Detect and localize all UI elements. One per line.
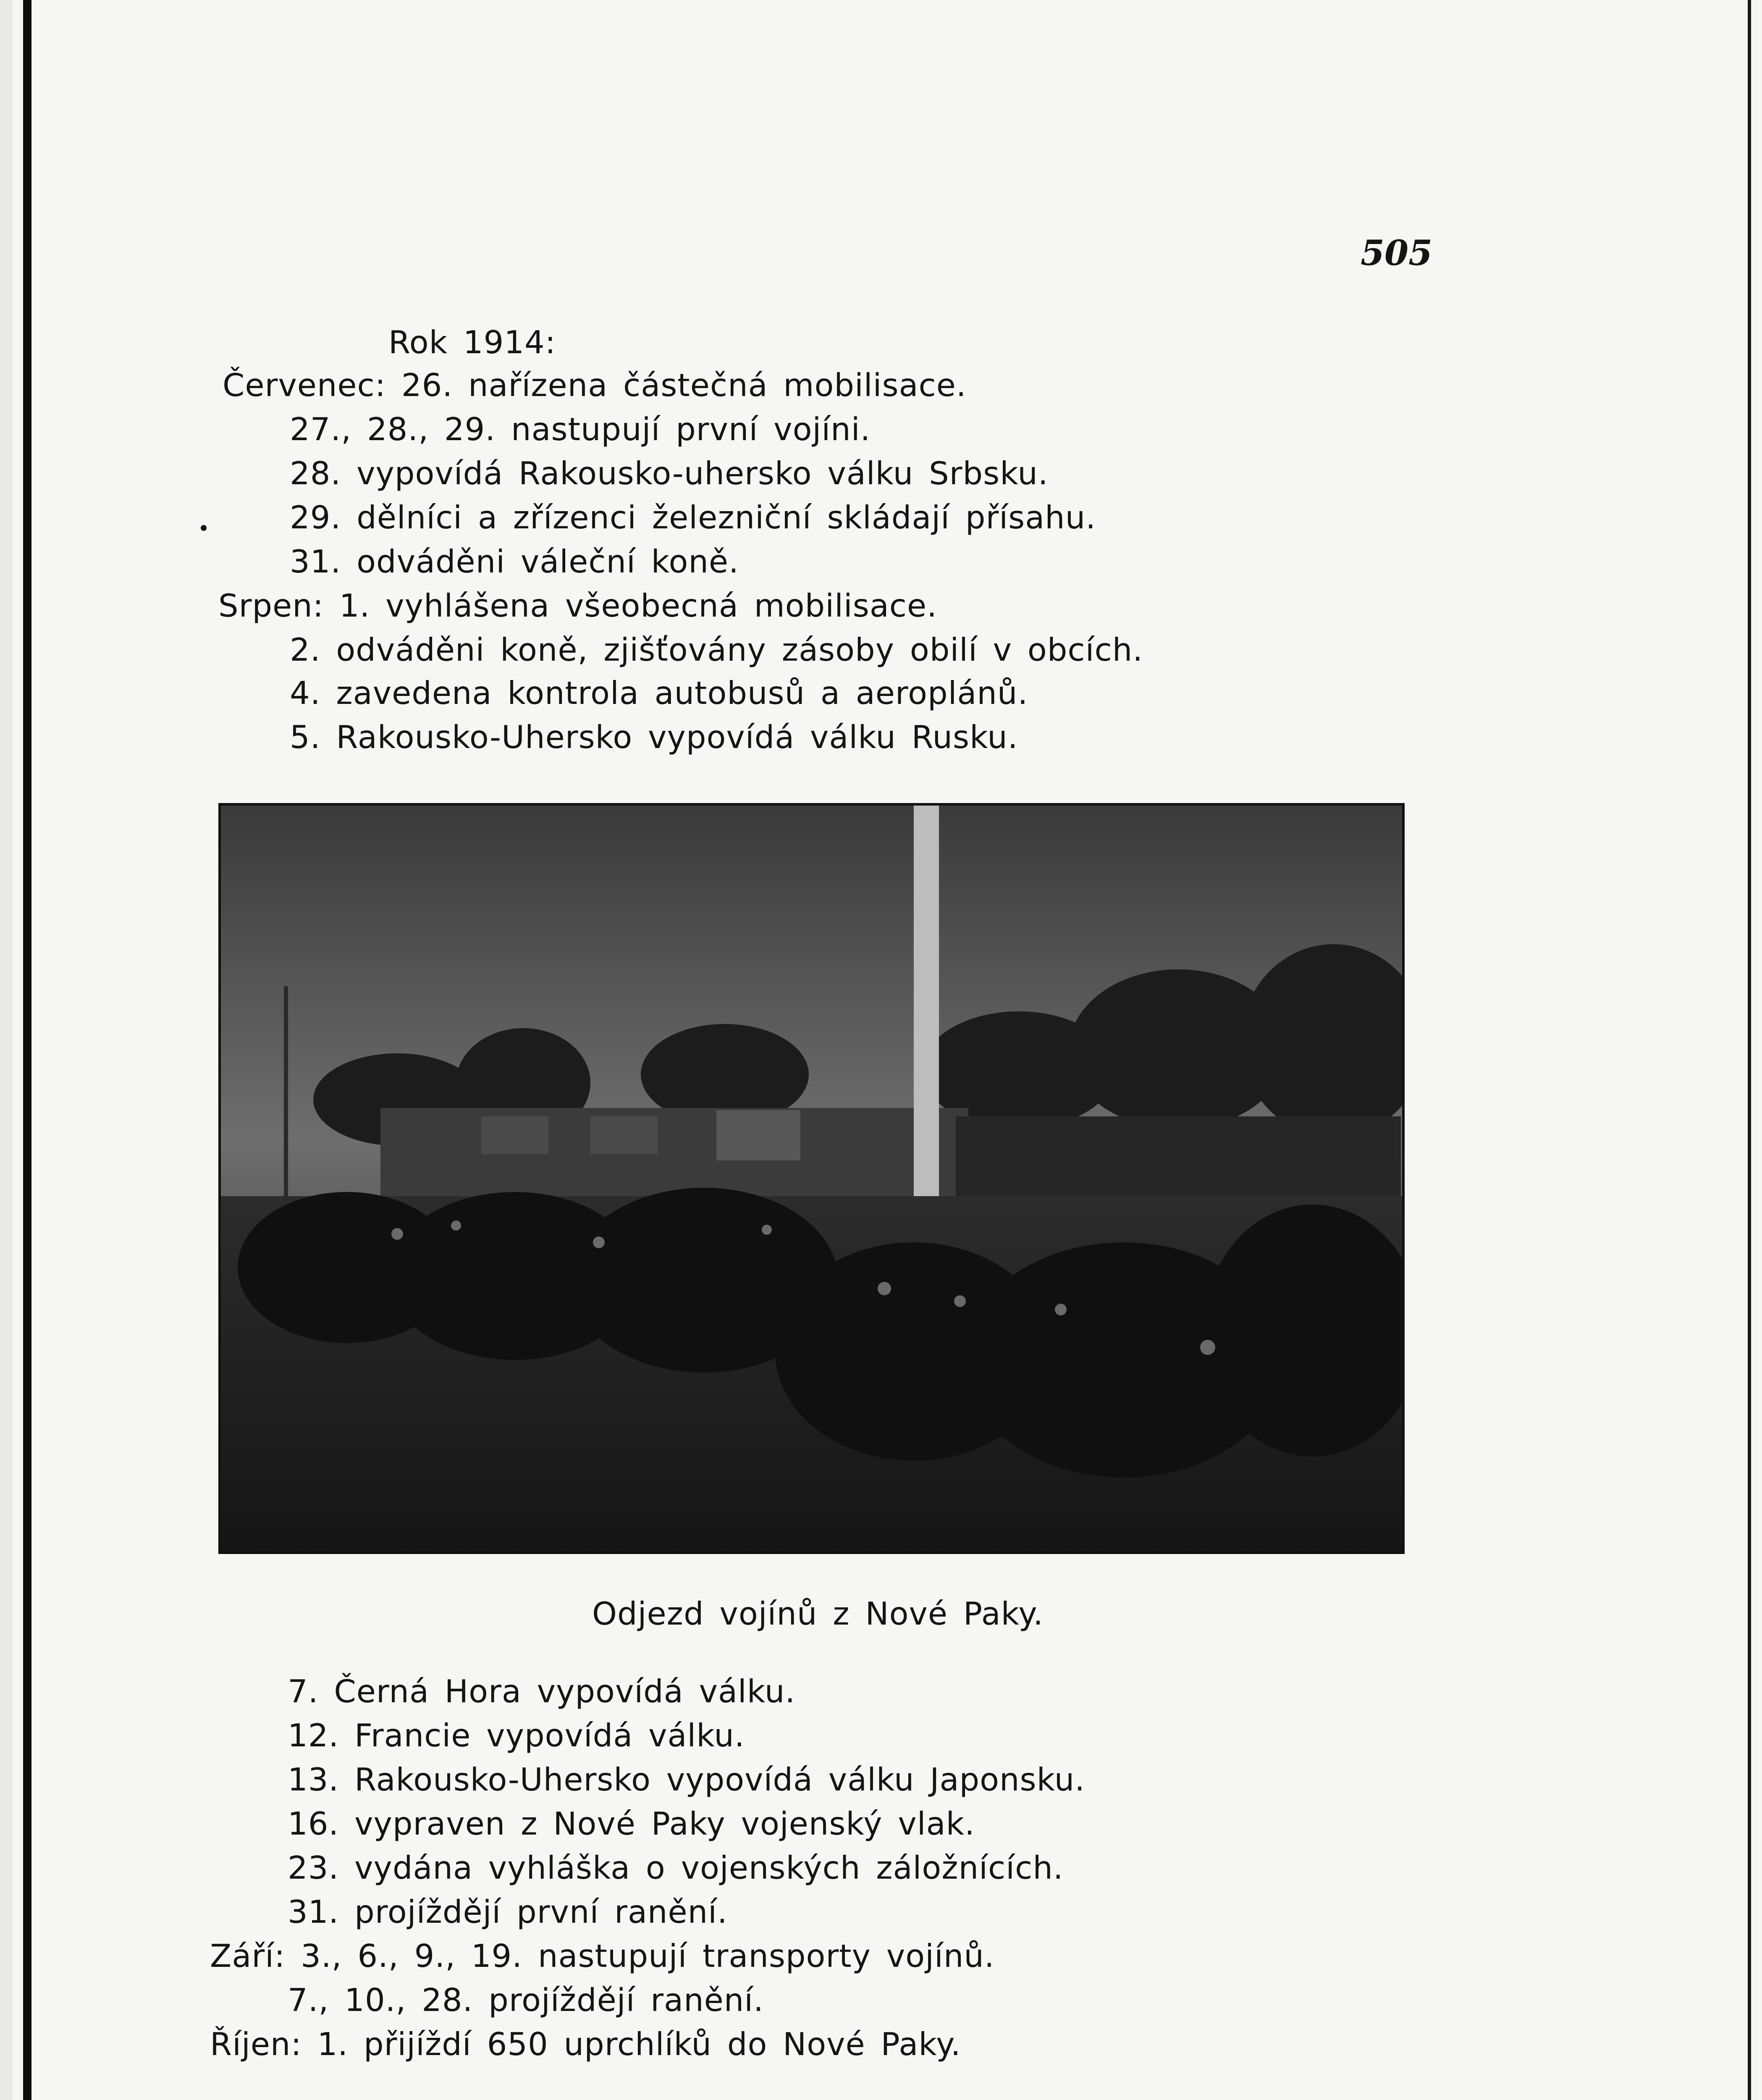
print-speck — [201, 525, 207, 531]
chronicle-entry: 29. dělníci a zřízenci železniční skládají přísahu. — [290, 499, 1096, 536]
chronicle-entry: 2. odváděni koně, zjišťovány zásoby obilí v obcích. — [290, 631, 1143, 668]
signal-post — [284, 986, 288, 1205]
chronicle-entry: 12. Francie vypovídá válku. — [288, 1717, 745, 1754]
left-border-rule — [23, 0, 31, 2100]
photo-image — [221, 806, 1402, 1551]
chronicle-entry: 27., 28., 29. nastupují první vojíni. — [290, 411, 871, 448]
chronicle-entry: 31. projíždějí první ranění. — [288, 1893, 728, 1930]
chronicle-entry: 13. Rakousko-Uhersko vypovídá válku Japonsku. — [288, 1761, 1086, 1798]
chronicle-entry: Srpen: 1. vyhlášena všeobecná mobilisace. — [218, 587, 938, 624]
right-border-rule — [1748, 0, 1751, 2100]
chronicle-entry: 16. vypraven z Nové Paky vojenský vlak. — [288, 1805, 975, 1842]
year-heading: Rok 1914: — [388, 324, 556, 361]
chronicle-entry: 31. odváděni váleční koně. — [290, 543, 739, 580]
chronicle-entry: Říjen: 1. přijíždí 650 uprchlíků do Nové Paky. — [210, 2026, 961, 2063]
chronicle-entry: 7., 10., 28. projíždějí ranění. — [288, 1982, 764, 2019]
page-number: 505 — [1361, 233, 1433, 273]
photo-caption: Odjezd vojínů z Nové Paky. — [592, 1595, 1044, 1632]
chronicle-entry: Červenec: 26. nařízena částečná mobilisace. — [223, 367, 967, 404]
chronicle-entry: 5. Rakousko-Uhersko vypovídá válku Rusku. — [290, 719, 1018, 756]
chronicle-entry: 28. vypovídá Rakousko-uhersko válku Srbsku. — [290, 455, 1049, 492]
chronicle-entry: 4. zavedena kontrola autobusů a aeroplánů. — [290, 675, 1028, 711]
photograph-departure-of-soldiers — [218, 803, 1405, 1554]
chronicle-entry: 7. Černá Hora vypovídá válku. — [288, 1673, 796, 1710]
chronicle-entry: 23. vydána vyhláška o vojenských záložnících. — [288, 1849, 1064, 1886]
chronicle-entry: Září: 3., 6., 9., 19. nastupují transporty vojínů. — [210, 1937, 995, 1974]
page-spine — [0, 0, 13, 2100]
